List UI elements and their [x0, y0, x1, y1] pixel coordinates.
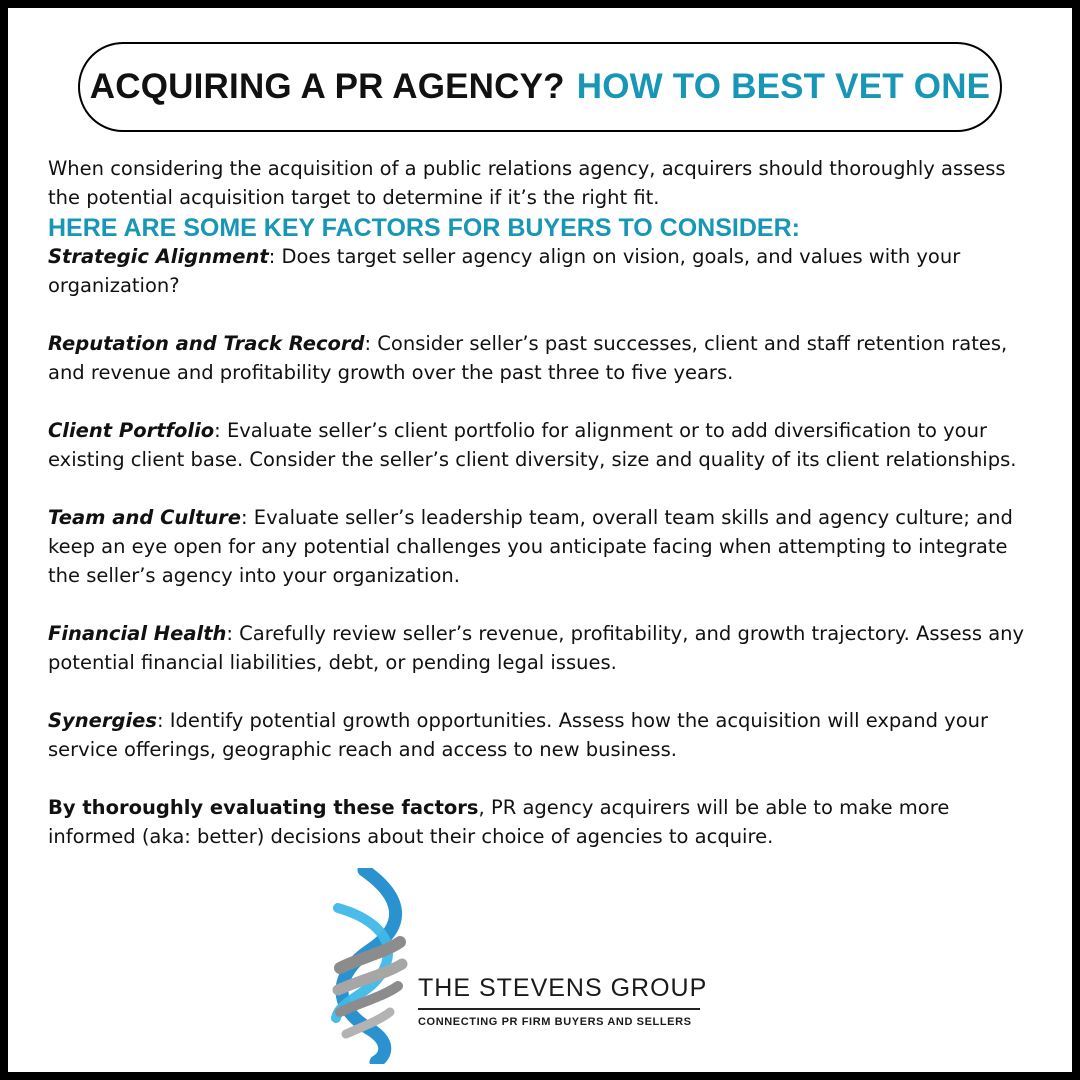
factor-financial-health — [48, 619, 1038, 677]
conclusion-lead: By thoroughly evaluating these factors — [48, 796, 479, 819]
factor-text: : Evaluate seller’s client portfolio for alignment or to add diversification to your existing client base. Consider the seller’s client diversity, size and quality of its client relationships. — [48, 419, 1017, 471]
factor-name: Client Portfolio — [48, 419, 215, 442]
helix-logo-icon — [326, 868, 410, 1064]
title-accent: HOW TO BEST VET ONE — [576, 67, 991, 106]
factor-reputation — [48, 329, 1038, 387]
factor-name: Strategic Alignment — [48, 245, 269, 268]
logo-tagline: CONNECTING PR FIRM BUYERS AND SELLERS — [418, 1016, 692, 1028]
factor-strategic-alignment — [48, 242, 1038, 300]
factor-synergies — [48, 706, 1038, 764]
factor-name: Synergies — [48, 709, 157, 732]
conclusion-paragraph — [48, 793, 1038, 851]
factor-client-portfolio — [48, 416, 1038, 474]
article-body — [48, 154, 1038, 851]
conclusion-text: , PR agency acquirers will be able to make more informed (aka: better) decisions about their choice of agencies to acquire. — [48, 796, 950, 848]
factor-team-culture — [48, 503, 1038, 590]
factor-name: Financial Health — [48, 622, 227, 645]
logo-company-name: THE STEVENS GROUP — [418, 974, 708, 1002]
factor-text: : Evaluate seller’s leadership team, overall team skills and agency culture; and keep an eye open for any potential challenges you anticipate facing when attempting to integrate the seller’s agency into your organization. — [48, 506, 1013, 587]
factor-text: : Consider seller’s past successes, client and staff retention rates, and revenue and profitability growth over the past three to five years. — [48, 332, 1008, 384]
company-logo — [326, 868, 716, 1064]
factor-name: Reputation and Track Record — [48, 332, 365, 355]
intro-paragraph: When considering the acquisition of a public relations agency, acquirers should thoroughly assess the potential acquisition target to determine if it’s the right fit. — [48, 157, 1006, 209]
title-banner — [78, 42, 1002, 132]
factor-text: : Identify potential growth opportunities. Assess how the acquisition will expand your service offerings, geographic reach and access to new business. — [48, 709, 989, 761]
factor-text: : Carefully review seller’s revenue, profitability, and growth trajectory. Assess any potential financial liabilities, debt, or pending legal issues. — [48, 622, 1025, 674]
logo-divider — [418, 1008, 700, 1010]
title-main: ACQUIRING A PR AGENCY? — [89, 67, 565, 106]
factors-heading: HERE ARE SOME KEY FACTORS FOR BUYERS TO CONSIDER: — [48, 214, 800, 242]
factor-text: : Does target seller agency align on vision, goals, and values with your organization? — [48, 245, 961, 297]
factor-name: Team and Culture — [48, 506, 241, 529]
